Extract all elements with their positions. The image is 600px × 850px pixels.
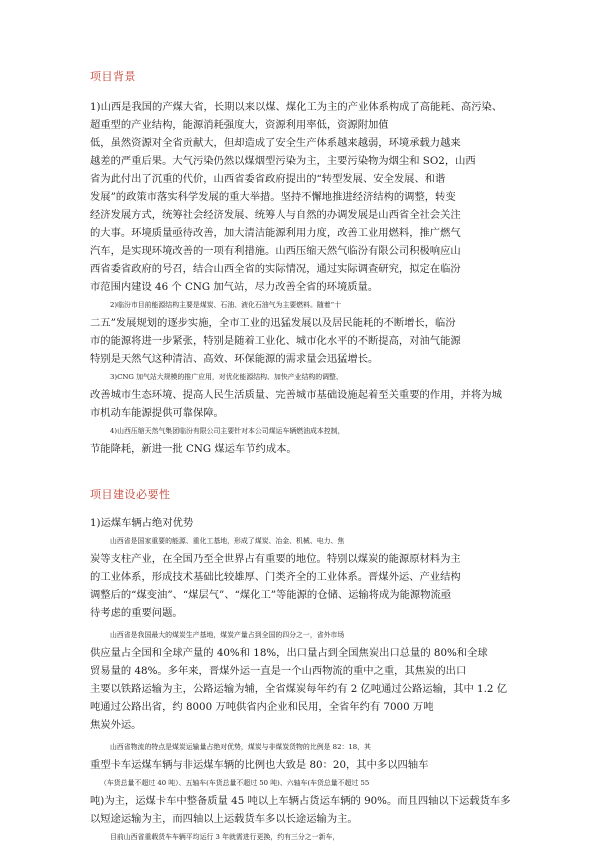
body-line: 2)临汾市目前能源结构主要是煤炭、石油、液化石油气为主要燃料。随着“十 [110, 301, 342, 309]
body-line: 重型卡车运煤车辆与非运煤车辆的比例也大致是 80：20，其中多以四轴车 [90, 759, 429, 771]
body-line: 山西省物流的特点是煤炭运输量占绝对优势，煤炭与非煤炭货物的比例是 82：18，其 [110, 743, 371, 751]
body-line: 调整后的“煤变油”、“煤层气”、“煤化工”等能源的仓储、运输将成为能源物流亟 [90, 589, 452, 601]
body-line: 特别是天然气这种清洁、高效、环保能源的需求量会迅猛增长。 [90, 353, 379, 365]
body-line: 二五”发展规划的逐步实施，全市工业的迅猛发展以及居民能耗的不断增长，临汾 [90, 317, 456, 329]
section-title-background: 项目背景 [90, 70, 136, 83]
body-line: 4)山西压缩天然气集团临汾有限公司主要针对本公司煤运车辆燃油成本控制， [110, 427, 345, 435]
subheading-line: 1)运煤车辆占绝对优势 [90, 517, 194, 529]
body-line: 吨)为主，运煤卡车中整备质量 45 吨以上车辆占货运车辆的 90%。而且四轴以下运载货车多 [90, 795, 511, 807]
body-line: 汽车，是实现环境改善的一项有利措施。山西压缩天然气临汾有限公司积极响应山 [90, 245, 461, 257]
body-line: 经济发展方式，统筹社会经济发展、统筹人与自然的办调发展是山西省全社会关注 [90, 209, 461, 221]
body-line: 超重型的产业结构，能源消耗强度大，资源利用率低，资源附加值 [90, 119, 389, 131]
body-line: 供应量占全国和全球产量的 40%和 18%，出口量占到全国焦炭出口总量的 80%和全球 [90, 647, 488, 659]
body-line: 山西省是我国最大的煤炭生产基地，煤炭产量占到全国的四分之一，省外市场 [110, 631, 345, 639]
body-line: 发展”的政策市落实科学发展的重大举措。坚持不懈地推进经济结构的调整，转变 [90, 191, 456, 203]
body-line: 市机动车能源提供可靠保障。 [90, 407, 224, 419]
body-line: 西省委省政府的号召，结合山西全省的实际情况，通过实际调查研究，拟定在临汾 [90, 263, 461, 275]
body-line: 改善城市生态环境、提高人民生活质量、完善城市基础设施起着至关重要的作用，并将为城 [90, 389, 502, 401]
body-line: 低，虽然资源对全省贡献大，但却造成了安全生产体系越来越弱，环境承载力越来 [90, 137, 461, 149]
body-line: 节能降耗，新进一批 CNG 煤运车节约成本。 [90, 443, 297, 455]
body-line: 目前山西省重载货车车辆平均运行 3 年就需进行更换，约有三分之一新车， [110, 833, 340, 841]
body-line: 以短途运输为主，而四轴以上运载货车多以长途运输为主。 [90, 813, 358, 825]
body-line: 主要以铁路运输为主，公路运输为辅，全省煤炭每年约有 2 亿吨通过公路运输，其中 1.2 亿 [90, 683, 508, 695]
body-line: 3)CNG 加气站大规模的推广应用，对优化能源结构、加快产业结构的调整、 [110, 373, 343, 381]
body-line: 的大事。环境质量亟待改善，加大清洁能源利用力度，改善工业用燃料，推广燃气 [90, 227, 461, 239]
body-line: 山西省是国家重要的能源、重化工基地，形成了煤炭、冶金、机械、电力、焦 [110, 537, 345, 545]
body-line: 的工业体系，形成技术基础比较雄厚、门类齐全的工业体系。晋煤外运、产业结构 [90, 571, 461, 583]
section-title-necessity: 项目建设必要性 [90, 488, 171, 501]
body-line: （车货总量不超过 40 吨）、五轴车(车货总量不超过 50 吨)、六轴车(车货总量不超过 55 [100, 779, 370, 787]
body-line: 待考虑的重要问题。 [90, 607, 183, 619]
body-line: 市范围内建设 46 个 CNG 加气站，尽力改善全省的环境质量。 [90, 281, 379, 293]
body-line: 越差的严重后果。大气污染仍然以煤烟型污染为主，主要污染物为烟尘和 SO2，山西 [90, 155, 476, 167]
body-line: 省为此付出了沉重的代价，山西省委省政府提出的“转型发展、安全发展、和谐 [90, 173, 446, 185]
body-line: 炭等支柱产业，在全国乃至全世界占有重要的地位。特别以煤炭的能源原材料为主 [90, 553, 461, 565]
body-line: 吨通过公路出省，约 8000 万吨供省内企业和民用，全省年约有 7000 万吨 [90, 701, 434, 713]
body-line: 贸易量的 48%。多年来，晋煤外运一直是一个山西物流的重中之重，其焦炭的出口 [90, 665, 467, 677]
body-line: 1)山西是我国的产煤大省，长期以来以煤、煤化工为主的产业体系构成了高能耗、高污染、 [90, 101, 503, 113]
body-line: 焦炭外运。 [90, 719, 142, 731]
body-line: 市的能源将进一步紧张，特别是随着工业化、城市化水平的不断提高，对油气能源 [90, 335, 461, 347]
